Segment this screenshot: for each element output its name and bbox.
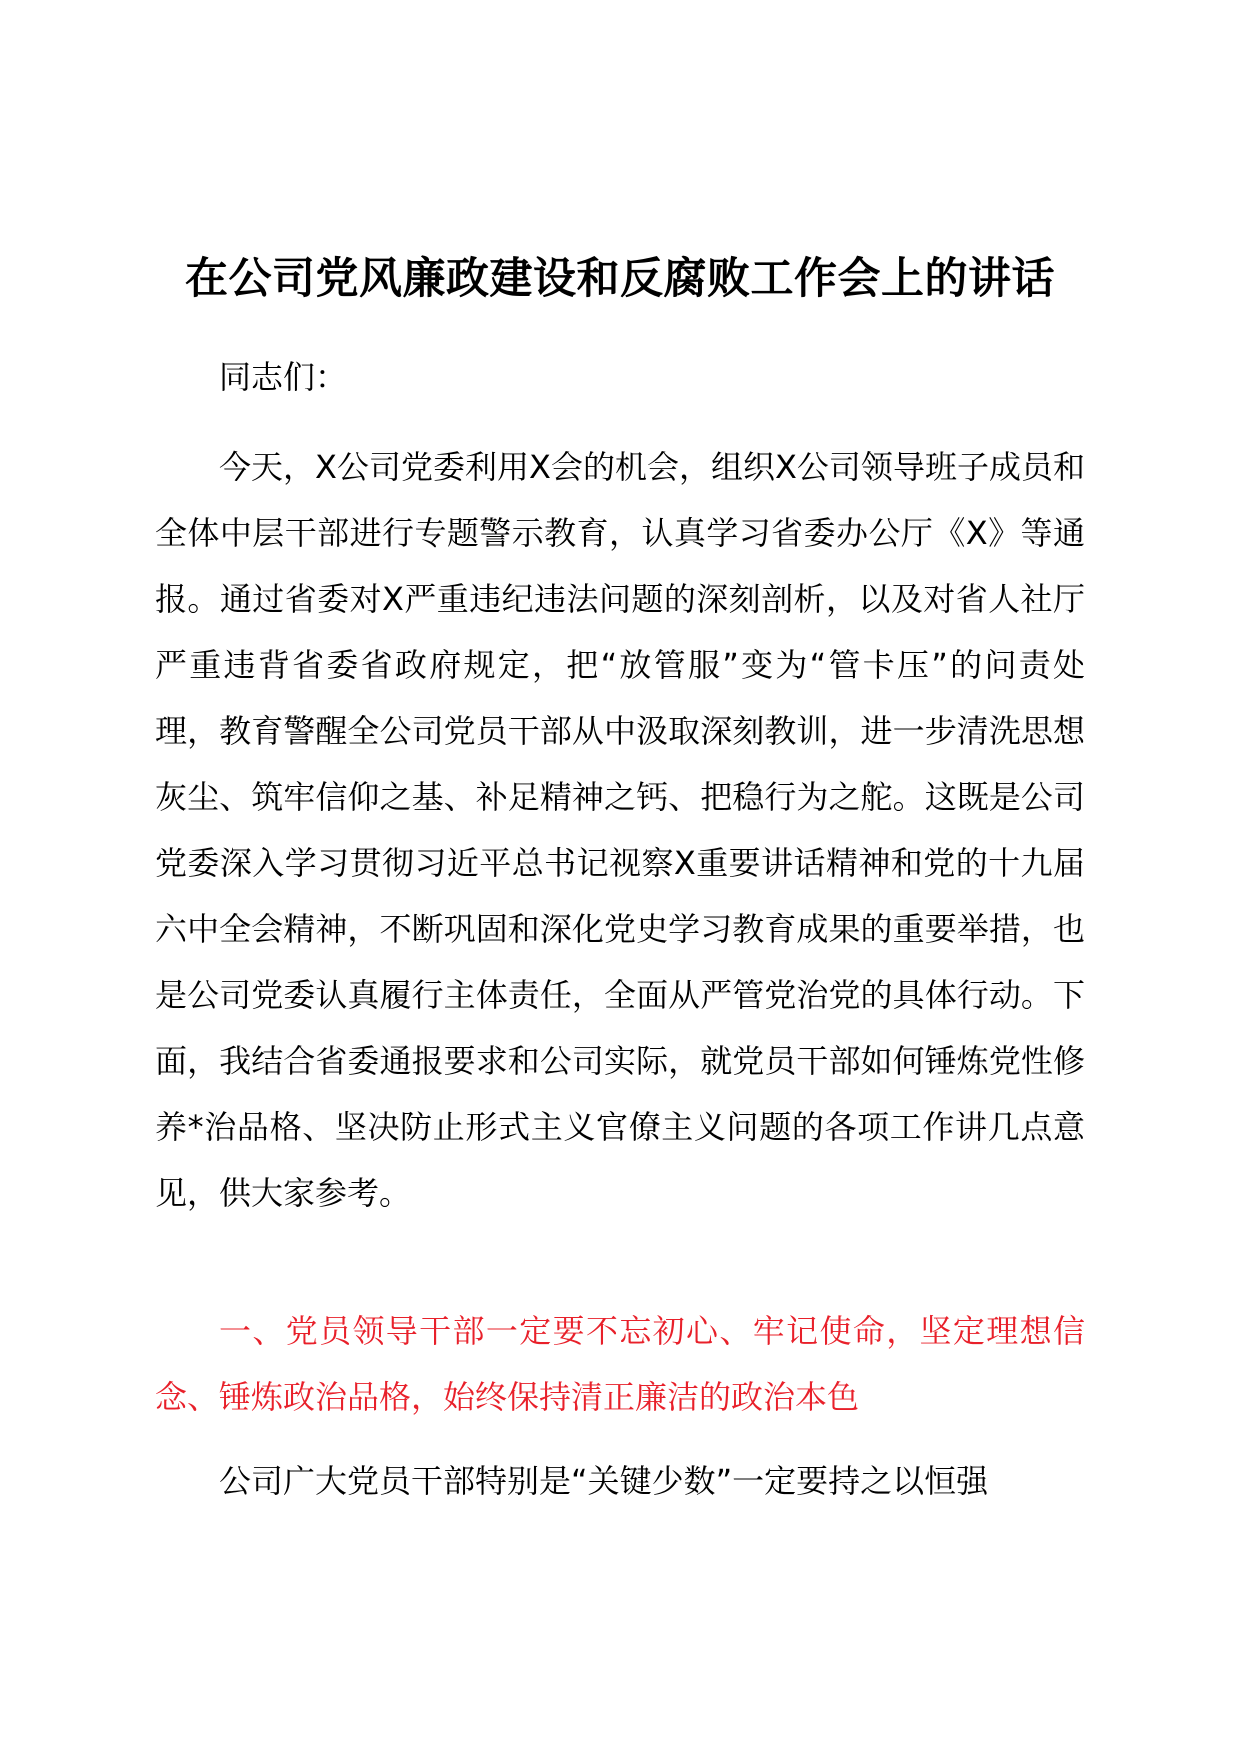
salutation: 同志们： — [219, 358, 348, 396]
document-title: 在公司党风廉政建设和反腐败工作会上的讲话 — [185, 254, 1055, 304]
section-1-heading: 一、党员领导干部一定要不忘初心、牢记使命，坚定理想信念、锤炼政治品格，始终保持清正廉洁的政治本色 — [155, 1312, 1085, 1416]
body-paragraph-2: 公司广大党员干部特别是“关键少数”一定要持之以恒强 — [219, 1462, 989, 1500]
body-paragraph-1: 今天，X公司党委利用X会的机会，组织X公司领导班子成员和全体中层干部进行专题警示教育，认真学习省委办公厅《X》等通报。通过省委对X严重违纪违法问题的深刻剖析，以及对省人社厅严重违背省委省政府规定，把“放管服”变为“管卡压”的问责处理，教育警醒全公司党员干部从中汲取深刻教训，进一步清洗思想灰尘、筑牢信仰之基、补足精神之钙、把稳行为之舵。这既是公司党委深入学习贯彻习近平总书记视察X重要讲话精神和党的十九届六中全会精神，不断巩固和深化党史学习教育成果的重要举措，也是公司党委认真履行主体责任，全面从严管党治党的具体行动。下面，我结合省委通报要求和公司实际，就党员干部如何锤炼党性修养*治品格、坚决防止形式主义官僚主义问题的各项工作讲几点意见，供大家参考。 — [155, 448, 1085, 1212]
